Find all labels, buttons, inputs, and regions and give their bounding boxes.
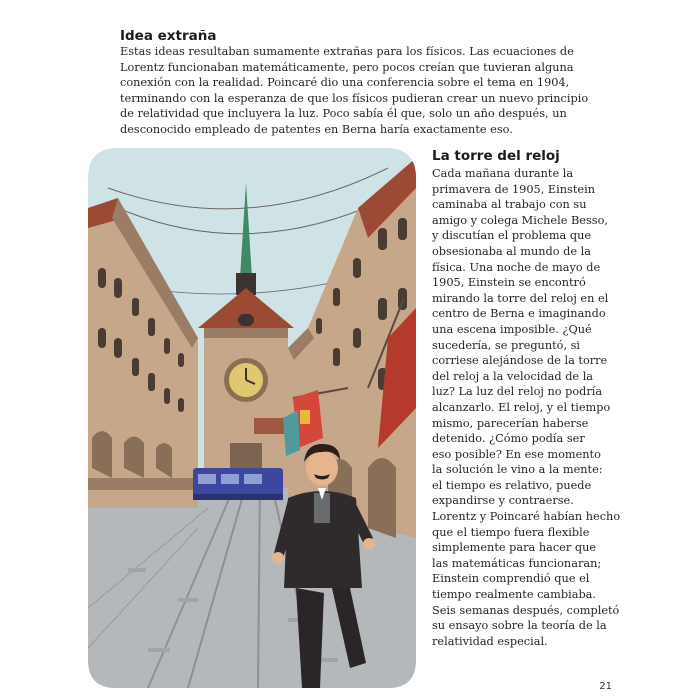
text-line: que el tiempo fuera flexible [432, 525, 590, 539]
text-line: primavera de 1905, Einstein [432, 182, 595, 196]
text-line: amigo y colega Michele Besso, [432, 213, 608, 227]
text-line: mismo, parecerían haberse [432, 416, 589, 430]
text-line: una escena imposible. ¿Qué [432, 322, 592, 336]
text-line: detenido. ¿Cómo podía ser [432, 432, 585, 446]
text-line: el tiempo es relativo, puede [432, 478, 592, 492]
text-line: luz? La luz del reloj no podría [432, 385, 603, 399]
text-line: simplemente para hacer que [432, 541, 597, 555]
text-line: y discutían el problema que [432, 229, 592, 243]
text-line: la solución le vino a la mente: [432, 463, 603, 477]
text-line: Cada mañana durante la [432, 167, 574, 180]
text-line: las matemáticas funcionaran; [432, 556, 602, 570]
text-line: física. Una noche de mayo de [432, 260, 601, 274]
tram [193, 468, 283, 500]
page-number: 21 [599, 681, 612, 692]
text-line: 1905, Einstein se encontró [432, 276, 586, 290]
text-line: mirando la torre del reloj en el [432, 291, 609, 305]
text-line: tiempo realmente cambiaba. [432, 588, 597, 602]
text-line: del reloj a la velocidad de la [432, 369, 594, 383]
text-line: obsesionaba al mundo de la [432, 244, 591, 258]
clock-tower-illustration [88, 148, 416, 688]
text-line: caminaba al trabajo con su [432, 198, 587, 212]
section-heading-idea-extrana: Idea extraña [120, 28, 217, 44]
text-line: corriese alejándose de la torre [432, 354, 608, 368]
text-line: relatividad especial. [432, 634, 548, 648]
text-line: centro de Berna e imaginando [432, 307, 606, 321]
text-line: Lorentz y Poincaré habían hecho [432, 510, 621, 524]
text-line: su ensayo sobre la teoría de la [432, 619, 607, 633]
text-line: expandirse y contraerse. [432, 494, 574, 508]
text-line: eso posible? En ese momento [432, 447, 601, 461]
intro-text: Estas ideas resultaban sumamente extrañas para los físicos. Las ecuaciones de Lorentz funcionaban matemáticamente, pero pocos creían que tuvieran alguna conexión con la realidad. Poincaré dio una conferencia sobre el tema en 1904, terminando con la esperanza de que los físicos pudieran crear un nuevo principio de relatividad que incluyera la luz. Poco sabía él que, solo un año después, un desconocido empleado de patentes en Berna haría exactamente eso. [120, 45, 589, 136]
text-line: Einstein comprendió que el [432, 572, 590, 586]
text-line: alcanzarlo. El reloj, y el tiempo [432, 400, 611, 414]
section-heading-torre-del-reloj: La torre del reloj [432, 148, 560, 164]
text-line: sucedería, se preguntó, si [432, 338, 581, 352]
text-line: Seis semanas después, completó [432, 603, 620, 617]
torre-del-reloj-text [432, 166, 621, 649]
intro-paragraph [120, 44, 605, 138]
